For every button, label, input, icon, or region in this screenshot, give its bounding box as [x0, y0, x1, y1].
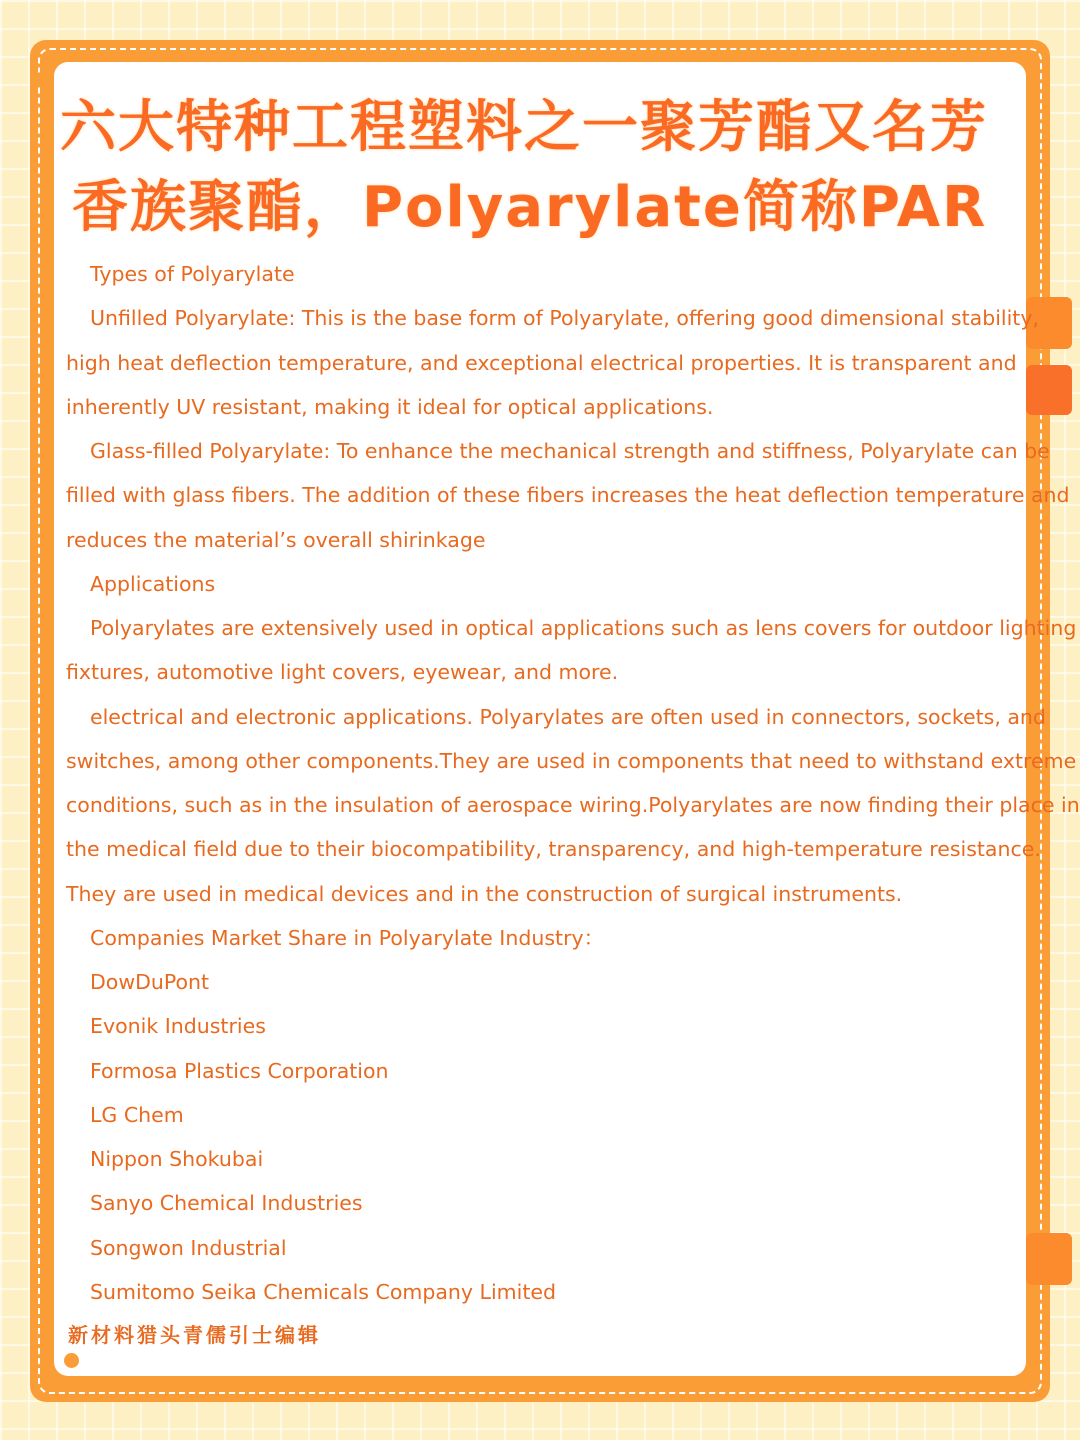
company-item: Sumitomo Seika Chemicals Company Limited — [90, 1279, 556, 1304]
paragraph-line: conditions, such as in the insulation of aerospace wiring.Polyarylates are now finding their place in — [66, 793, 1080, 817]
editor-credit: 新材料猎头青儒引士编辑 — [68, 1323, 321, 1347]
company-item: Evonik Industries — [90, 1014, 266, 1039]
paragraph-line: the medical field due to their biocompatibility, transparency, and high-temperature resistance. — [66, 837, 1041, 862]
paragraph-line: They are used in medical devices and in the construction of surgical instruments. — [66, 881, 903, 906]
paragraph-line: Unfilled Polyarylate: This is the base form of Polyarylate, offering good dimensional stability, — [90, 306, 1039, 331]
paragraph-line: Glass-filled Polyarylate: To enhance the mechanical strength and stiffness, Polyarylate can be — [90, 439, 1050, 463]
company-item: DowDuPont — [90, 970, 210, 994]
side-tab-3 — [1026, 1233, 1072, 1285]
frame-dot-bottom — [64, 1353, 79, 1368]
company-item: Nippon Shokubai — [90, 1147, 264, 1171]
article-body — [66, 252, 1080, 1314]
company-item: Formosa Plastics Corporation — [90, 1058, 389, 1083]
title-line-1: 六大特种工程塑料之一聚芳酯又名芳 — [60, 95, 988, 160]
page-title — [60, 88, 1025, 248]
title-line-2: 香族聚酯，Polyarylate简称PAR — [72, 175, 988, 240]
paragraph-line: switches, among other components.They are used in components that need to withstand extreme — [66, 748, 1077, 773]
paragraph-line: Polyarylates are extensively used in optical applications such as lens covers for outdoor lighting — [90, 616, 1077, 640]
heading-applications: Applications — [90, 571, 216, 596]
heading-companies: Companies Market Share in Polyarylate Industry： — [90, 925, 605, 950]
company-item: LG Chem — [90, 1102, 184, 1127]
paragraph-line: high heat deflection temperature, and exceptional electrical properties. It is transparent and — [66, 350, 1017, 375]
company-item: Sanyo Chemical Industries — [90, 1191, 363, 1216]
company-item: Songwon Industrial — [90, 1235, 287, 1260]
paragraph-line: fixtures, automotive light covers, eyewear, and more. — [66, 660, 619, 685]
heading-types: Types of Polyarylate — [90, 262, 295, 286]
paragraph-line: electrical and electronic applications. Polyarylates are often used in connectors, sockets, and — [90, 704, 1046, 729]
paragraph-line: filled with glass fibers. The addition of these fibers increases the heat deflection temperature and — [66, 483, 1070, 508]
paragraph-line: reduces the material’s overall shirinkage — [66, 527, 486, 552]
frame-dot-top — [34, 72, 49, 87]
side-tab-2 — [1026, 365, 1072, 415]
paragraph-line: inherently UV resistant, making it ideal for optical applications. — [66, 394, 714, 419]
